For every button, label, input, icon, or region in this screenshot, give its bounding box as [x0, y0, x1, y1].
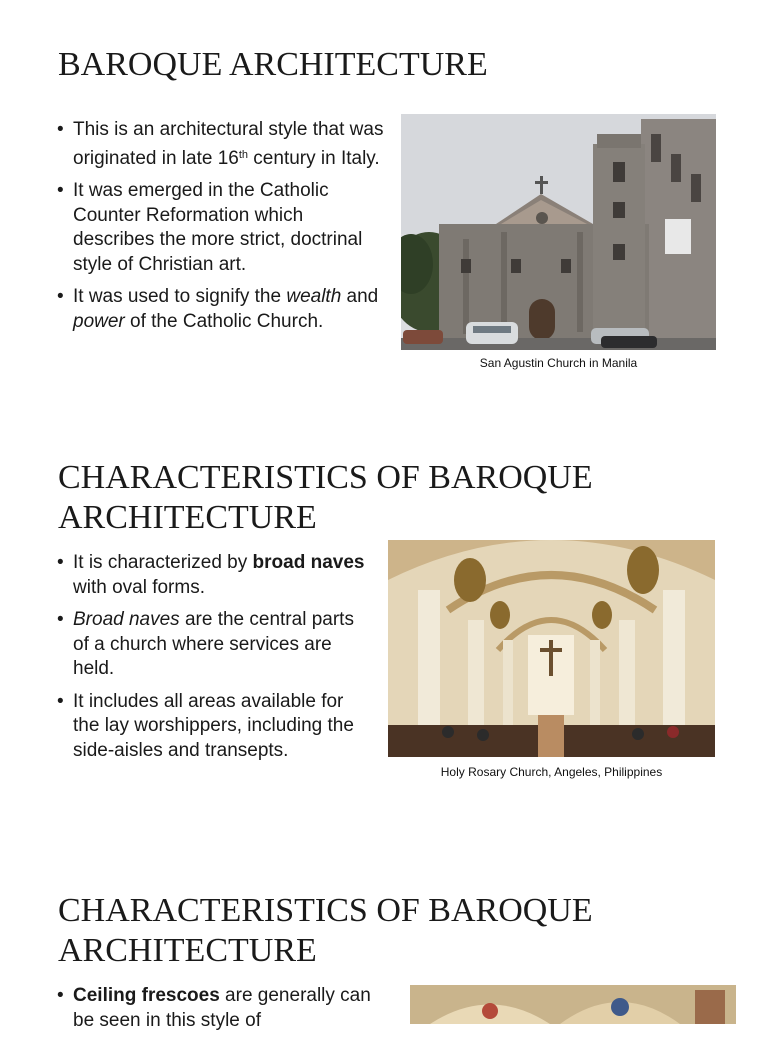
bullet: • Broad naves are the central parts of a church where services are held.	[56, 608, 374, 682]
bullet: • It was used to signify the wealth and power of the Catholic Church.	[56, 285, 386, 334]
bullet: • It is characterized by broad naves with oval forms.	[56, 551, 374, 600]
slide-3-title: CHARACTERISTICS OF BAROQUE ARCHITECTURE	[58, 892, 593, 969]
bullet: • This is an architectural style that was originated in late 16th century in Italy.	[56, 118, 386, 171]
church-photo-caption: San Agustin Church in Manila	[479, 356, 638, 370]
slide-2-title: CHARACTERISTICS OF BAROQUE ARCHITECTURE	[58, 459, 593, 536]
bullet: • It was emerged in the Catholic Counter Reformation which describes the more strict, doctrinal style of Christian art.	[56, 179, 386, 277]
slide-3-bullets	[56, 984, 374, 1041]
nave-photo-caption: Holy Rosary Church, Angeles, Philippines	[440, 765, 663, 779]
bullet: • Ceiling frescoes are generally can be seen in this style of	[56, 984, 374, 1033]
fresco-photo	[410, 985, 736, 1024]
slide-1-title: BAROQUE ARCHITECTURE	[58, 46, 488, 83]
bullet: • It includes all areas available for the lay worshippers, including the side-aisles and transepts.	[56, 690, 374, 764]
